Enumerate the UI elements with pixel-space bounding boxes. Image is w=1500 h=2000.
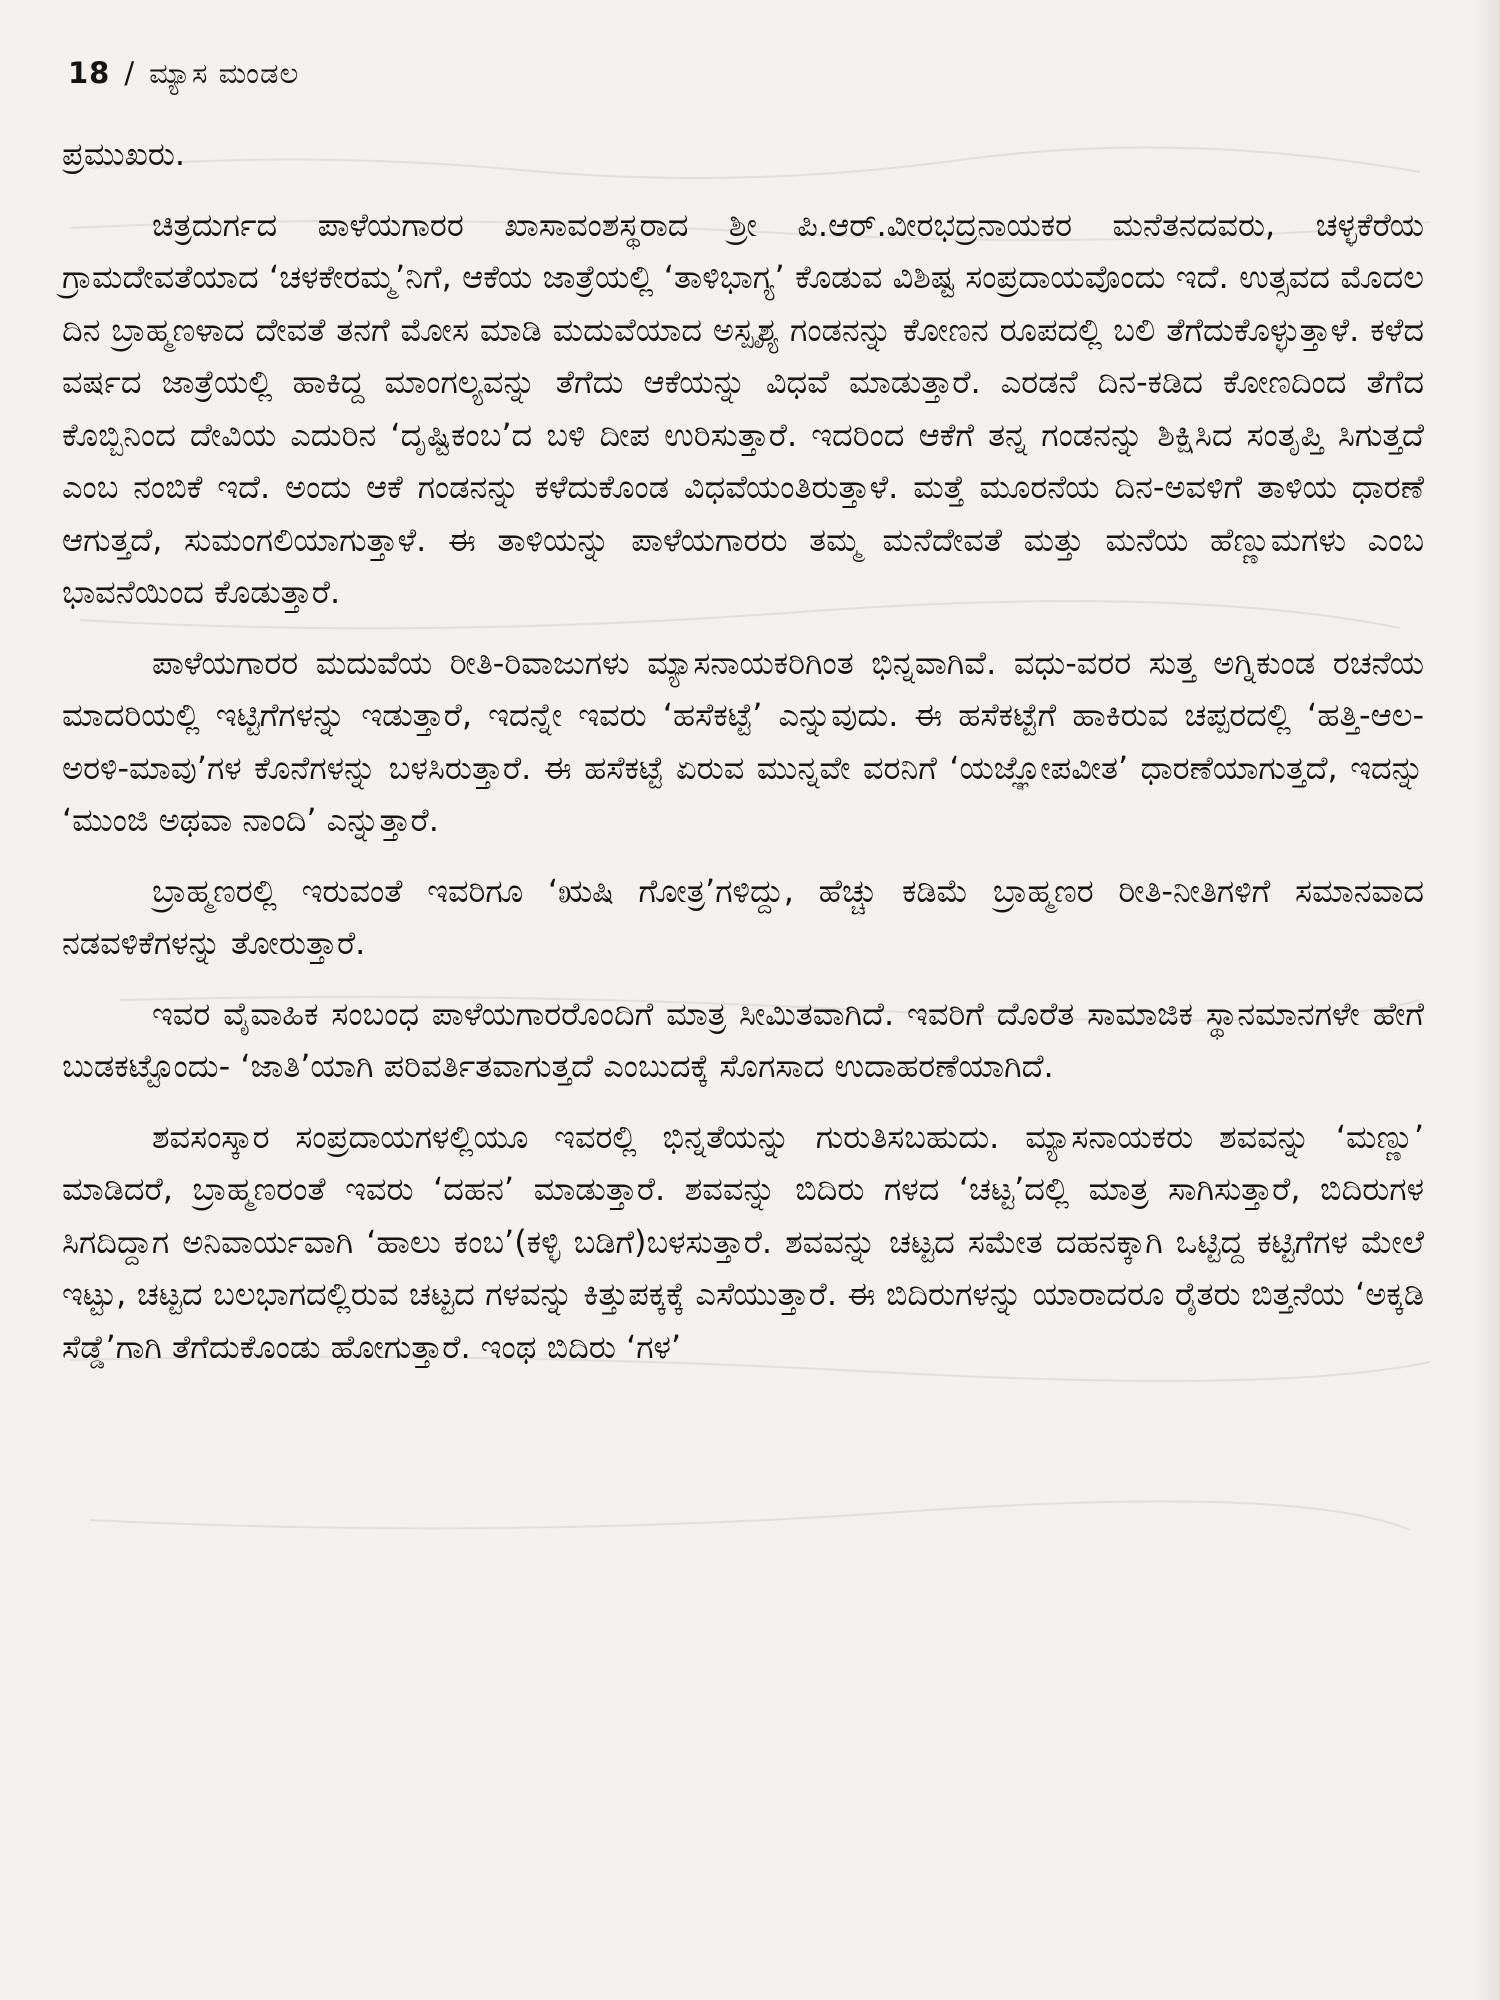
- paragraph: ಪಾಳೆಯಗಾರರ ಮದುವೆಯ ರೀತಿ-ರಿವಾಜುಗಳು ಮ್ಯಾಸನಾಯಕರಿಗಿಂತ ಭಿನ್ನವಾಗಿವೆ. ವಧು-ವರರ ಸುತ್ತ ಅಗ್ನಿಕುಂಡ ರಚನೆಯ ಮಾದರಿಯಲ್ಲಿ ಇಟ್ಟಿಗೆಗಳನ್ನು ಇಡುತ್ತಾರೆ, ಇದನ್ನೇ ಇವರು ‘ಹಸೆಕಟ್ಟೆ’ ಎನ್ನುವುದು. ಈ ಹಸೆಕಟ್ಟೆಗೆ ಹಾಕಿರುವ ಚಪ್ಪರದಲ್ಲಿ ‘ಹತ್ತಿ-ಆಲ-ಅರಳಿ-ಮಾವು’ಗಳ ಕೊನೆಗಳನ್ನು ಬಳಸಿರುತ್ತಾರೆ. ಈ ಹಸೆಕಟ್ಟೆ ಏರುವ ಮುನ್ನವೇ ವರನಿಗೆ ‘ಯಜ್ಞೋಪವೀತ’ ಧಾರಣೆಯಾಗುತ್ತದೆ, ಇದನ್ನು ‘ಮುಂಜಿ ಅಥವಾ ನಾಂದಿ’ ಎನ್ನುತ್ತಾರೆ.: [62, 643, 1424, 839]
- paragraph-continuation: ಪ್ರಮುಖರು.: [62, 135, 186, 173]
- paragraph: ಚಿತ್ರದುರ್ಗದ ಪಾಳೆಯಗಾರರ ಖಾಸಾವಂಶಸ್ಥರಾದ ಶ್ರೀ ಪಿ.ಆರ್.ವೀರಭದ್ರನಾಯಕರ ಮನೆತನದವರು, ಚಳ್ಳಕೆರೆಯ ಗ್ರಾಮದೇವತೆಯಾದ ‘ಚಳಕೇರಮ್ಮ’ನಿಗೆ, ಆಕೆಯ ಜಾತ್ರೆಯಲ್ಲಿ ‘ತಾಳಿಭಾಗ್ಯ’ ಕೊಡುವ ವಿಶಿಷ್ಟ ಸಂಪ್ರದಾಯವೊಂದು ಇದೆ. ಉತ್ಸವದ ಮೊದಲ ದಿನ ಬ್ರಾಹ್ಮಣಳಾದ ದೇವತೆ ತನಗೆ ಮೋಸ ಮಾಡಿ ಮದುವೆಯಾದ ಅಸ್ಪೃಶ್ಯ ಗಂಡನನ್ನು ಕೋಣನ ರೂಪದಲ್ಲಿ ಬಲಿ ತೆಗೆದುಕೊಳ್ಳುತ್ತಾಳೆ. ಕಳೆದ ವರ್ಷದ ಜಾತ್ರೆಯಲ್ಲಿ ಹಾಕಿದ್ದ ಮಾಂಗಲ್ಯವನ್ನು ತೆಗೆದು ಆಕೆಯನ್ನು ವಿಧವೆ ಮಾಡುತ್ತಾರೆ. ಎರಡನೆ ದಿನ-ಕಡಿದ ಕೋಣದಿಂದ ತೆಗೆದ ಕೊಬ್ಬಿನಿಂದ ದೇವಿಯ ಎದುರಿನ ‘ದೃಷ್ಟಿಕಂಬ’ದ ಬಳಿ ದೀಪ ಉರಿಸುತ್ತಾರೆ. ಇದರಿಂದ ಆಕೆಗೆ ತನ್ನ ಗಂಡನನ್ನು ಶಿಕ್ಷಿಸಿದ ಸಂತೃಪ್ತಿ ಸಿಗುತ್ತದೆ ಎಂಬ ನಂಬಿಕೆ ಇದೆ. ಅಂದು ಆಕೆ ಗಂಡನನ್ನು ಕಳೆದುಕೊಂಡ ವಿಧವೆಯಂತಿರುತ್ತಾಳೆ. ಮತ್ತೆ ಮೂರನೆಯ ದಿನ-ಅವಳಿಗೆ ತಾಳಿಯ ಧಾರಣೆ ಆಗುತ್ತದೆ, ಸುಮಂಗಲಿಯಾಗುತ್ತಾಳೆ. ಈ ತಾಳಿಯನ್ನು ಪಾಳೆಯಗಾರರು ತಮ್ಮ ಮನೆದೇವತೆ ಮತ್ತು ಮನೆಯ ಹೆಣ್ಣುಮಗಳು ಎಂಬ ಭಾವನೆಯಿಂದ ಕೊಡುತ್ತಾರೆ.: [62, 205, 1424, 611]
- page-body: [62, 128, 1424, 1391]
- binding-shadow: [1474, 0, 1500, 2000]
- paragraph: ಇವರ ವೈವಾಹಿಕ ಸಂಬಂಧ ಪಾಳೆಯಗಾರರೊಂದಿಗೆ ಮಾತ್ರ ಸೀಮಿತವಾಗಿದೆ. ಇವರಿಗೆ ದೊರೆತ ಸಾಮಾಜಿಕ ಸ್ಥಾನಮಾನಗಳೇ ಹೇಗೆ ಬುಡಕಟ್ಟೊಂದು- ‘ಜಾತಿ’ಯಾಗಿ ಪರಿವರ್ತಿತವಾಗುತ್ತದೆ ಎಂಬುದಕ್ಕೆ ಸೊಗಸಾದ ಉದಾಹರಣೆಯಾಗಿದೆ.: [62, 994, 1424, 1085]
- running-title: ಮ್ಯಾಸ ಮಂಡಲ: [149, 56, 300, 90]
- header-separator: /: [124, 56, 136, 90]
- page-number: 18: [68, 56, 111, 90]
- paragraph: ಬ್ರಾಹ್ಮಣರಲ್ಲಿ ಇರುವಂತೆ ಇವರಿಗೂ ‘ಋಷಿ ಗೋತ್ರ’ಗಳಿದ್ದು, ಹೆಚ್ಚು ಕಡಿಮೆ ಬ್ರಾಹ್ಮಣರ ರೀತಿ-ನೀತಿಗಳಿಗೆ ಸಮಾನವಾದ ನಡವಳಿಕೆಗಳನ್ನು ತೋರುತ್ತಾರೆ.: [62, 871, 1424, 962]
- paragraph: ಶವಸಂಸ್ಕಾರ ಸಂಪ್ರದಾಯಗಳಲ್ಲಿಯೂ ಇವರಲ್ಲಿ ಭಿನ್ನತೆಯನ್ನು ಗುರುತಿಸಬಹುದು. ಮ್ಯಾಸನಾಯಕರು ಶವವನ್ನು ‘ಮಣ್ಣು’ ಮಾಡಿದರೆ, ಬ್ರಾಹ್ಮಣರಂತೆ ಇವರು ‘ದಹನ’ ಮಾಡುತ್ತಾರೆ. ಶವವನ್ನು ಬಿದಿರು ಗಳದ ‘ಚಟ್ಟ’ದಲ್ಲಿ ಮಾತ್ರ ಸಾಗಿಸುತ್ತಾರೆ, ಬಿದಿರುಗಳ ಸಿಗದಿದ್ದಾಗ ಅನಿವಾರ್ಯವಾಗಿ ‘ಹಾಲು ಕಂಬ’(ಕಳ್ಳಿ ಬಡಿಗೆ)ಬಳಸುತ್ತಾರೆ. ಶವವನ್ನು ಚಟ್ಟದ ಸಮೇತ ದಹನಕ್ಕಾಗಿ ಒಟ್ಟಿದ್ದ ಕಟ್ಟಿಗೆಗಳ ಮೇಲೆ ಇಟ್ಟು, ಚಟ್ಟದ ಬಲಭಾಗದಲ್ಲಿರುವ ಚಟ್ಟದ ಗಳವನ್ನು ಕಿತ್ತುಪಕ್ಕಕ್ಕೆ ಎಸೆಯುತ್ತಾರೆ. ಈ ಬಿದಿರುಗಳನ್ನು ಯಾರಾದರೂ ರೈತರು ಬಿತ್ತನೆಯ ‘ಅಕ್ಕಡಿ ಸೆಡ್ಡೆ’ಗಾಗಿ ತೆಗೆದುಕೊಂಡು ಹೋಗುತ್ತಾರೆ. ಇಂಥ ಬಿದಿರು ‘ಗಳ’: [62, 1117, 1424, 1366]
- page-header: [68, 56, 299, 91]
